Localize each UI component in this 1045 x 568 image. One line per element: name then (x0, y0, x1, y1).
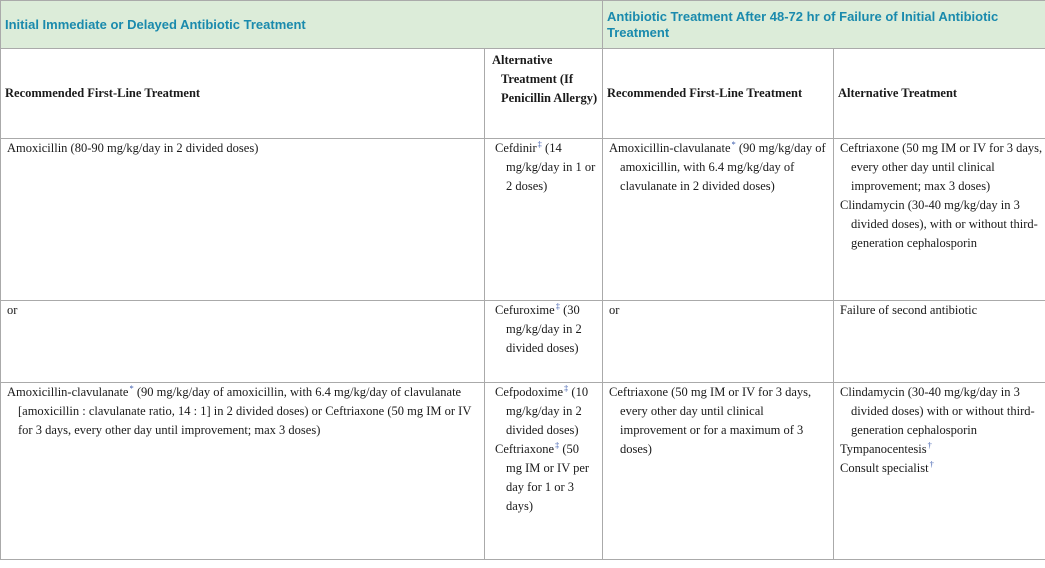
initial-alternative-header (485, 49, 603, 139)
footnote-mark: * (129, 382, 134, 393)
cell-text: Failure of second antibiotic (840, 303, 978, 317)
drug-name: Amoxicillin-clavulanate (609, 141, 731, 155)
drug-name: Cefdinir (495, 141, 537, 155)
footnote-mark: ‡ (555, 300, 560, 311)
table-cell (834, 139, 1045, 301)
cell-text (1, 383, 484, 440)
drug-name: Cefpodoxime (495, 385, 564, 399)
cell-text: Ceftriaxone (50 mg IM or IV for 3 days, every other day until clinical improvement or for a maximum of 3 doses) (609, 385, 812, 456)
cell-text (834, 440, 1045, 459)
drug-name: Amoxicillin-clavulanate (7, 385, 129, 399)
table-row (1, 139, 1045, 301)
drug-detail: (90 mg/kg/day of amoxicillin, with 6.4 mg/kg/day of clavulanate [amoxicillin : clavulanate ratio, 14 : 1] in 2 divided doses) or Ceftriaxone (50 mg IM or IV for 3 days, every other day until improvement; max 3 doses) (18, 385, 472, 437)
initial-alternative-header-text: Alternative Treatment (If Penicillin Allergy) (492, 53, 598, 105)
cell-text (834, 459, 1045, 478)
table-cell (603, 383, 834, 560)
table-cell (834, 383, 1045, 560)
item-text: Tympanocentesis (840, 442, 927, 456)
table-cell (485, 383, 603, 560)
cell-text (489, 440, 598, 516)
table-cell (485, 301, 603, 383)
column-header-row (1, 49, 1045, 139)
table-cell (485, 139, 603, 301)
drug-detail: (30 mg/kg/day in 2 divided doses) (506, 303, 582, 355)
initial-treatment-group-header: Initial Immediate or Delayed Antibiotic Treatment (1, 1, 603, 49)
failure-alternative-header: Alternative Treatment (834, 49, 1045, 139)
table-cell (834, 301, 1045, 383)
footnote-mark: † (927, 439, 932, 450)
cell-text (489, 301, 598, 358)
drug-detail: (90 mg/kg/day of amoxicillin, with 6.4 mg/kg/day of clavulanate in 2 divided doses) (620, 141, 826, 193)
initial-first-line-header: Recommended First-Line Treatment (1, 49, 485, 139)
cell-text (489, 383, 598, 440)
cell-text: or (7, 303, 18, 317)
item-text: Consult specialist (840, 461, 929, 475)
table-row (1, 301, 1045, 383)
footnote-mark: ‡ (537, 138, 542, 149)
cell-text: Ceftriaxone (50 mg IM or IV for 3 days, every other day until clinical improvement; max 3 doses) (840, 141, 1043, 193)
cell-text (489, 139, 598, 196)
cell-text (603, 139, 833, 196)
drug-detail: (14 mg/kg/day in 1 or 2 doses) (506, 141, 596, 193)
cell-text: Amoxicillin (80-90 mg/kg/day in 2 divided doses) (7, 141, 259, 155)
cell-text: Clindamycin (30-40 mg/kg/day in 3 divided doses) with or without third-generation cephalosporin (840, 385, 1035, 437)
table-cell (603, 301, 834, 383)
cell-text: Clindamycin (30-40 mg/kg/day in 3 divided doses), with or without third-generation cephalosporin (840, 198, 1038, 250)
drug-detail: (10 mg/kg/day in 2 divided doses) (506, 385, 589, 437)
table-cell (1, 139, 485, 301)
table-row (1, 383, 1045, 560)
table-cell (603, 139, 834, 301)
table-cell (1, 383, 485, 560)
footnote-mark: † (929, 458, 934, 469)
failure-treatment-group-header: Antibiotic Treatment After 48-72 hr of Failure of Initial Antibiotic Treatment (603, 1, 1045, 49)
drug-name: Cefuroxime (495, 303, 555, 317)
table-cell (1, 301, 485, 383)
cell-text: or (609, 303, 620, 317)
footnote-mark: ‡ (555, 439, 560, 450)
group-header-row (1, 1, 1045, 49)
drug-name: Ceftriaxone (495, 442, 555, 456)
failure-first-line-header: Recommended First-Line Treatment (603, 49, 834, 139)
drug-detail: (50 mg IM or IV per day for 1 or 3 days) (506, 442, 590, 513)
footnote-mark: * (731, 138, 736, 149)
footnote-mark: ‡ (564, 382, 569, 393)
